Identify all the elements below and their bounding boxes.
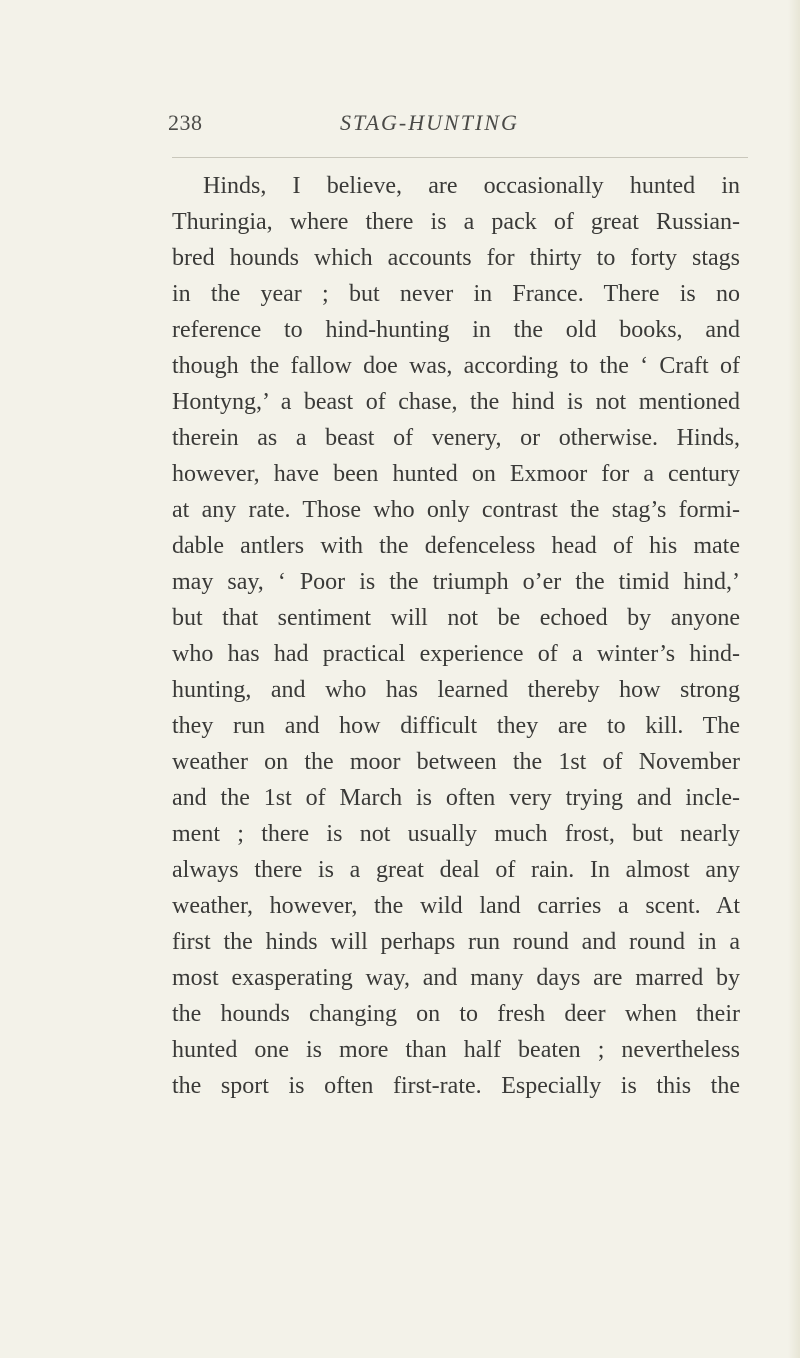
text-line: dable antlers with the defenceless head of his mate [172, 533, 740, 559]
text-line: ment ; there is not usually much frost, but nearly [172, 821, 740, 847]
text-line: hunting, and who has learned thereby how strong [172, 677, 740, 703]
text-line: though the fallow doe was, according to the ‘ Craft of [172, 353, 740, 379]
text-line: and the 1st of March is often very trying and incle- [172, 785, 740, 811]
text-line: Hontyng,’ a beast of chase, the hind is not mentioned [172, 389, 740, 415]
text-line: may say, ‘ Poor is the triumph o’er the timid hind,’ [172, 569, 740, 595]
text-line: however, have been hunted on Exmoor for a century [172, 461, 740, 487]
text-line: the hounds changing on to fresh deer when their [172, 1001, 740, 1027]
text-line: reference to hind-hunting in the old books, and [172, 317, 740, 343]
text-line: bred hounds which accounts for thirty to forty stags [172, 245, 740, 271]
running-head: STAG-HUNTING [340, 110, 519, 135]
page-number: 238 [168, 110, 203, 135]
page-edge-shadow [788, 0, 800, 1358]
text-line: first the hinds will perhaps run round and round in a [172, 929, 740, 955]
header-rule [172, 157, 748, 158]
text-line: most exasperating way, and many days are marred by [172, 965, 740, 991]
text-line: therein as a beast of venery, or otherwise. Hinds, [172, 425, 740, 451]
text-line: at any rate. Those who only contrast the stag’s formi- [172, 497, 740, 523]
text-line: in the year ; but never in France. There is no [172, 281, 740, 307]
text-line: Thuringia, where there is a pack of great Russian- [172, 209, 740, 235]
text-line: but that sentiment will not be echoed by anyone [172, 605, 740, 631]
text-line: weather, however, the wild land carries a scent. At [172, 893, 740, 919]
text-line: weather on the moor between the 1st of November [172, 749, 740, 775]
text-line: who has had practical experience of a winter’s hind- [172, 641, 740, 667]
text-line: always there is a great deal of rain. In almost any [172, 857, 740, 883]
text-line: Hinds, I believe, are occasionally hunted in [203, 173, 740, 199]
text-line: hunted one is more than half beaten ; nevertheless [172, 1037, 740, 1063]
page-header [168, 110, 748, 150]
text-line: the sport is often first-rate. Especially is this the [172, 1073, 740, 1099]
text-line: they run and how difficult they are to kill. The [172, 713, 740, 739]
